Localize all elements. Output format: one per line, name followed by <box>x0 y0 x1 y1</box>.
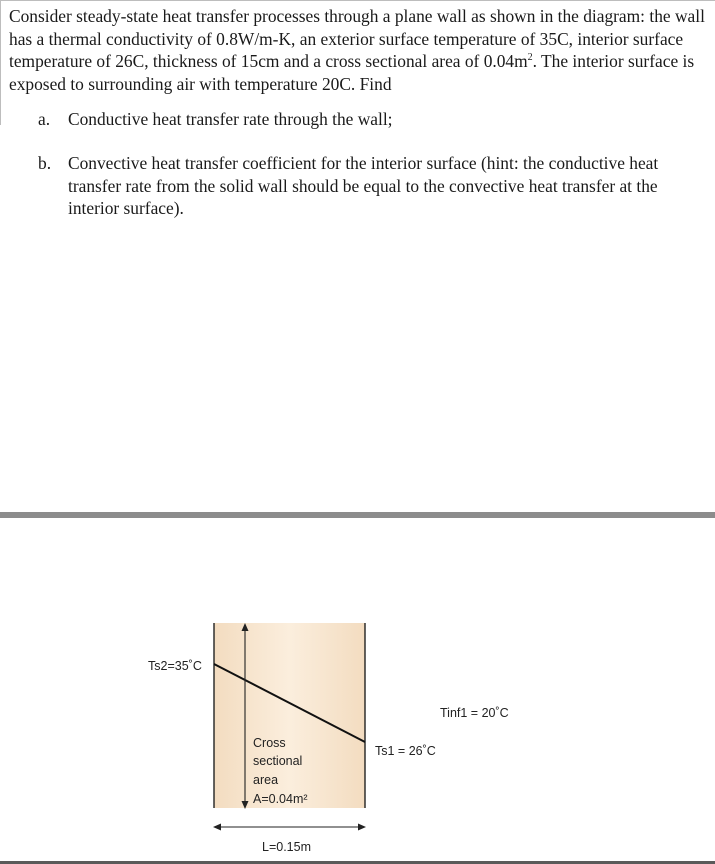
ts2-label: Ts2=35˚C <box>148 659 202 673</box>
plane-wall-diagram <box>0 518 715 861</box>
problem-intro <box>9 5 709 95</box>
question-part-a <box>9 108 709 131</box>
thickness-label: L=0.15m <box>262 840 311 854</box>
area-label-line4: A=0.04m² <box>253 792 308 806</box>
question-parts <box>9 108 709 219</box>
wall-body <box>214 623 365 808</box>
tinf-label: Tinf1 = 20˚C <box>440 706 509 720</box>
area-label-line1: Cross <box>253 736 286 750</box>
area-label-line3: area <box>253 773 279 787</box>
question-part-b <box>9 152 709 220</box>
intro-text-1: Consider steady-state heat transfer processes through a plane wall as shown in the diagram: the wall has a thermal conductivity of 0.8W/m-K, an exterior surface temperature of 35C, interior surface temperature of 26C, thickness of 15cm and a cross sectional area of 0.04m <box>9 6 705 72</box>
part-a-marker: a. <box>38 109 51 130</box>
thickness-arrow-head-right <box>358 824 366 831</box>
part-b-text: Convective heat transfer coefficient for the interior surface (hint: the conductive heat transfer rate from the solid wall should be equal to the convective heat transfer at the interior surface). <box>68 152 659 219</box>
area-label-line2: sectional <box>253 754 303 768</box>
area-exponent: 2 <box>527 52 533 64</box>
thickness-arrow-head-left <box>213 824 221 831</box>
part-a-text: Conductive heat transfer rate through the wall; <box>68 109 393 130</box>
problem-statement <box>9 5 709 220</box>
part-b-marker: b. <box>38 152 52 173</box>
ts1-label: Ts1 = 26˚C <box>375 744 436 758</box>
intro-text-2: . The interior surface is exposed to surrounding air with temperature 20C. Find <box>9 51 695 94</box>
